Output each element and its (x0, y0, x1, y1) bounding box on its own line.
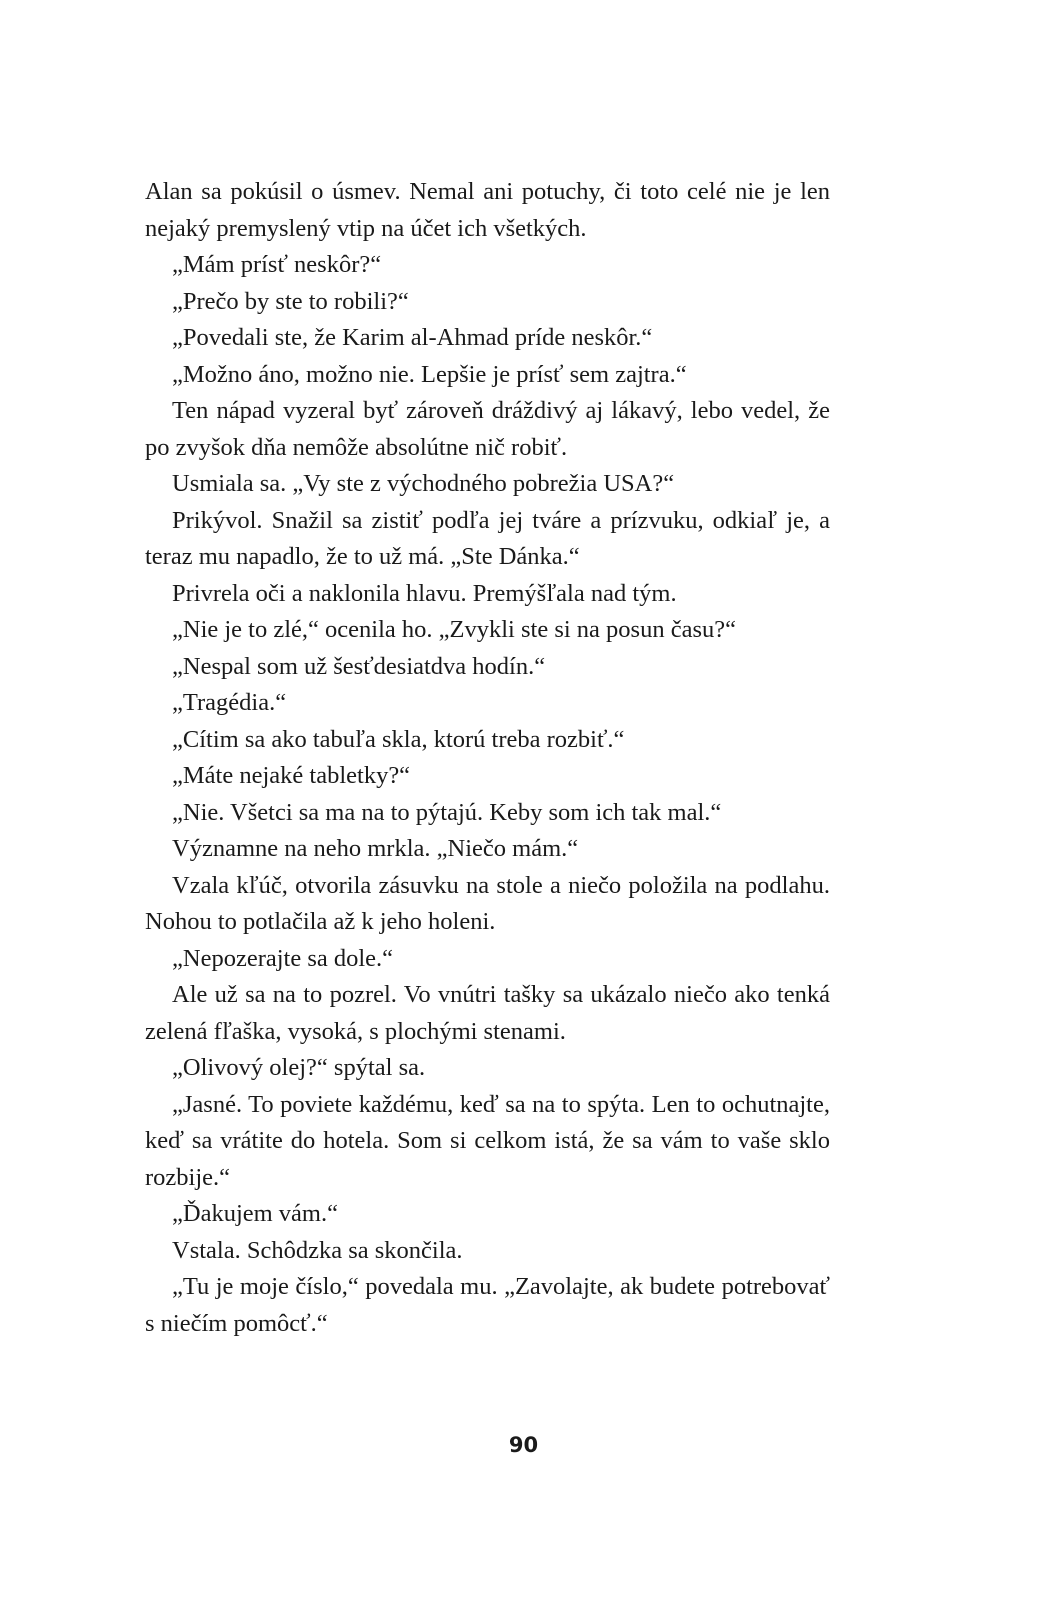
paragraph: „Tragédia.“ (172, 689, 287, 716)
paragraph: „Máte nejaké tabletky?“ (172, 762, 411, 789)
body-text (145, 174, 830, 1342)
paragraph: Vzala kľúč, otvorila zásuvku na stole a niečo položila na podlahu. Nohou to potlačila až k jeho holeni. (145, 871, 830, 935)
paragraph: „Povedali ste, že Karim al-Ahmad príde neskôr.“ (172, 324, 653, 351)
paragraph: „Nie je to zlé,“ ocenila ho. „Zvykli ste si na posun času?“ (172, 616, 736, 643)
paragraph: „Mám prísť neskôr?“ (172, 251, 382, 278)
paragraph: „Možno áno, možno nie. Lepšie je prísť sem zajtra.“ (172, 360, 687, 388)
paragraph: „Ďakujem vám.“ (172, 1200, 338, 1227)
paragraph: Významne na neho mrkla. „Niečo mám.“ (172, 835, 579, 862)
paragraph: Vstala. Schôdzka sa skončila. (172, 1236, 463, 1264)
paragraph: „Prečo by ste to robili?“ (172, 287, 409, 315)
paragraph: „Nie. Všetci sa ma na to pýtajú. Keby som ich tak mal.“ (172, 798, 722, 826)
paragraph: Prikývol. Snažil sa zistiť podľa jej tváre a prízvuku, odkiaľ je, a teraz mu napadlo, že to už má. „Ste Dánka.“ (145, 506, 830, 570)
paragraph: „Nespal som už šesťdesiatdva hodín.“ (172, 652, 546, 680)
paragraph: „Nepozerajte sa dole.“ (172, 944, 394, 972)
paragraph: Usmiala sa. „Vy ste z východného pobrežia USA?“ (172, 470, 675, 497)
paragraph: „Cítim sa ako tabuľa skla, ktorú treba rozbiť.“ (172, 725, 625, 753)
paragraph: „Jasné. To poviete každému, keď sa na to spýta. Len to ochutnajte, keď sa vrátite do hotela. Som si celkom istá, že sa vám to vaše sklo rozbije.“ (145, 1090, 830, 1191)
paragraph: „Tu je moje číslo,“ povedala mu. „Zavolajte, ak budete potrebovať s niečím pomôcť.“ (145, 1273, 830, 1337)
paragraph: Ten nápad vyzeral byť zároveň dráždivý aj lákavý, lebo vedel, že po zvyšok dňa nemôže absolútne nič robiť. (145, 397, 830, 461)
paragraph: „Olivový olej?“ spýtal sa. (172, 1054, 426, 1081)
paragraph: Alan sa pokúsil o úsmev. Nemal ani potuchy, či toto celé nie je len nejaký premyslený vtip na účet ich všetkých. (145, 178, 830, 242)
page-number: 90 (508, 1433, 539, 1457)
paragraph: Privrela oči a naklonila hlavu. Premýšľala nad tým. (172, 579, 677, 607)
paragraph: Ale už sa na to pozrel. Vo vnútri tašky sa ukázalo niečo ako tenká zelená fľaška, vysoká, s plochými stenami. (145, 981, 830, 1045)
